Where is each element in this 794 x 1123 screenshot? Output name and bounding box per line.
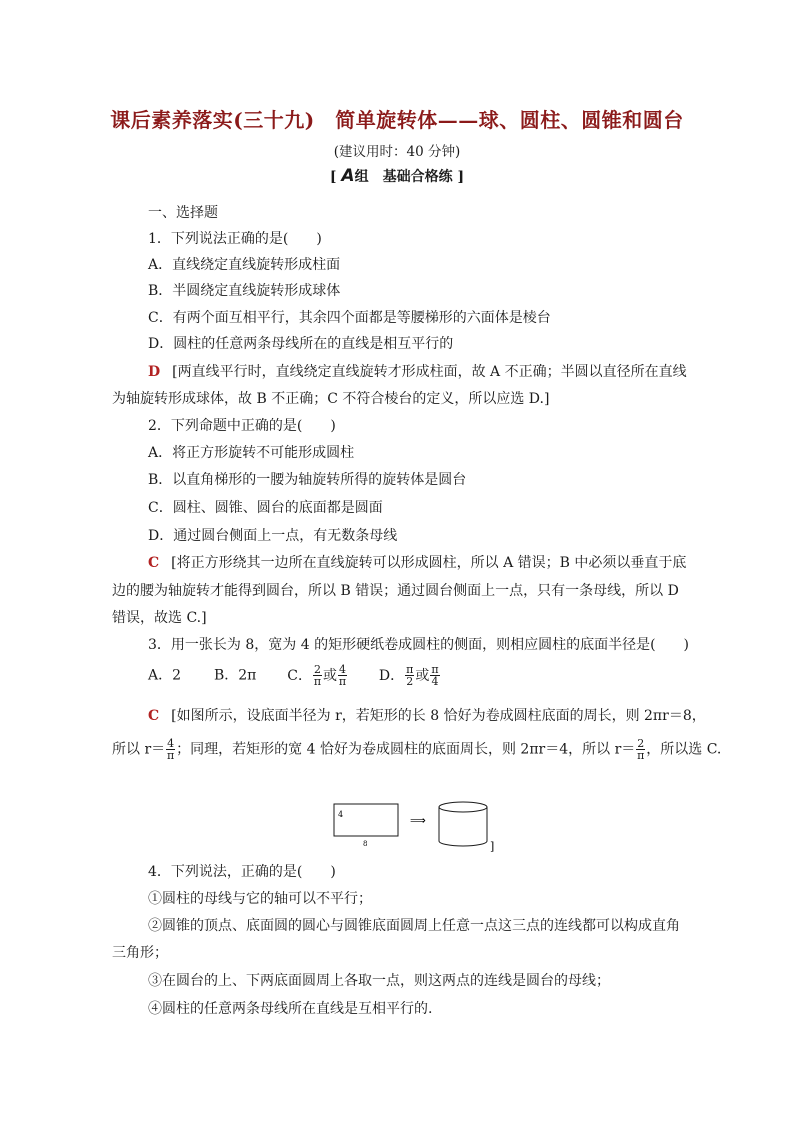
q1-solution-line1: [两直线平行时，直线绕定直线旋转才形成柱面，故 A 不正确；半圆以直径所在直线	[172, 364, 687, 380]
rectangle-sheet	[334, 804, 398, 836]
q2-solution-line2: 边的腰为轴旋转才能得到圆台，所以 B 错误；通过圆台侧面上一点，只有一条母线，所以 D	[112, 583, 679, 599]
q1-option-d: D．圆柱的任意两条母线所在的直线是相互平行的	[148, 336, 454, 352]
q4-statement-1: ①圆柱的母线与它的轴可以不平行；	[148, 891, 372, 907]
page-title: 课后素养落实(三十九) 简单旋转体——球、圆柱、圆锥和圆台	[110, 108, 684, 132]
section-heading: 一、选择题	[148, 205, 218, 221]
q3-option-a: A．2	[148, 667, 182, 684]
rectangle-length-label: 8	[363, 840, 368, 848]
group-bracket-close: ]	[457, 169, 465, 185]
fraction-pi-over-4: $\frac{\pi}{4}$	[431, 663, 439, 688]
fraction-4-over-pi: $\frac{4}{\pi}$	[338, 663, 347, 688]
q2-option-a: A．将正方形旋转不可能形成圆柱	[148, 445, 355, 461]
figure-bracket-close: ]	[490, 840, 495, 852]
group-label: 组 基础合格练	[354, 169, 453, 185]
q3-option-b: B．2π	[213, 667, 257, 684]
q2-option-b: B．以直角梯形的一腰为轴旋转所得的旋转体是圆台	[148, 472, 467, 488]
q4-statement-2-cont: 三角形；	[112, 945, 168, 961]
q1-stem: 1．下列说法正确的是( )	[148, 231, 322, 247]
q2-option-d: D．通过圆台侧面上一点，有无数条母线	[148, 528, 398, 544]
q2-option-c: C．圆柱、圆锥、圆台的底面都是圆面	[148, 500, 383, 516]
q3-stem: 3．用一张长为 8，宽为 4 的矩形硬纸卷成圆柱的侧面，则相应圆柱的底面半径是( )	[148, 637, 689, 653]
q4-statement-3: ③在圆台的上、下两底面圆周上各取一点，则这两点的连线是圆台的母线；	[148, 973, 610, 989]
q1-option-a: A．直线绕定直线旋转形成柱面	[148, 257, 341, 273]
q1-solution	[148, 361, 687, 381]
q1-solution-line2: 为轴旋转形成球体，故 B 不正确；C 不符合棱台的定义，所以应选 D.]	[112, 391, 550, 407]
fraction-pi-over-2: $\frac{\pi}{2}$	[406, 663, 414, 688]
q2-solution-line3: 错误，故选 C.]	[112, 610, 207, 626]
q2-answer: C	[148, 555, 160, 571]
q3-solution-line1: [如图所示，设底面半径为 r，若矩形的长 8 恰好为卷成圆柱底面的周长，则 2πr＝8，	[171, 708, 706, 724]
suggested-time: (建议用时：40 分钟)	[333, 144, 461, 160]
rectangle-to-cylinder-figure	[330, 800, 500, 852]
fraction-2-over-pi: $\frac{2}{\pi}$	[313, 663, 322, 688]
fraction-4-over-pi-sol: $\frac{4}{\pi}$	[167, 737, 175, 762]
fraction-2-over-pi-sol: $\frac{2}{\pi}$	[637, 737, 645, 762]
q2-stem: 2．下列命题中正确的是( )	[148, 418, 336, 434]
q2-solution	[148, 552, 686, 572]
q1-answer: D	[148, 364, 161, 380]
group-letter: A	[341, 166, 355, 186]
q3-solution	[148, 705, 706, 725]
q3-answer: C	[148, 708, 160, 724]
group-heading	[0, 166, 794, 186]
q1-option-c: C．有两个面互相平行，其余四个面都是等腰梯形的六面体是棱台	[148, 310, 551, 326]
q3-solution-line2: 所以 r＝ $\frac{4}{\pi}$ ；同理，若矩形的宽 4 恰好为卷成圆柱的底面周长，则 2πr＝4，所以 r＝ $\frac{2}{\pi}$ ，所以选 C.	[112, 737, 722, 762]
q3-option-d: D． $\frac{\pi}{2}$ 或 $\frac{\pi}{4}$	[378, 663, 439, 688]
q4-statement-2: ②圆锥的顶点、底面圆的圆心与圆锥底面圆周上任意一点这三点的连线都可以构成直角	[148, 918, 680, 934]
q2-solution-line1: [将正方形绕其一边所在直线旋转可以形成圆柱，所以 A 错误；B 中必须以垂直于底	[171, 555, 687, 571]
q4-stem: 4．下列说法，正确的是( )	[148, 864, 336, 880]
q4-statement-4: ④圆柱的任意两条母线所在直线是互相平行的.	[148, 1001, 433, 1017]
rectangle-width-label: 4	[338, 810, 344, 819]
transform-arrow: ⟹	[410, 814, 426, 827]
q3-option-c: C． $\frac{2}{\pi}$ 或 $\frac{4}{\pi}$	[287, 663, 347, 688]
cylinder-shape	[439, 802, 487, 846]
q1-option-b: B．半圆绕定直线旋转形成球体	[148, 283, 341, 299]
q3-options	[148, 664, 441, 687]
group-bracket-open: [	[329, 169, 337, 185]
